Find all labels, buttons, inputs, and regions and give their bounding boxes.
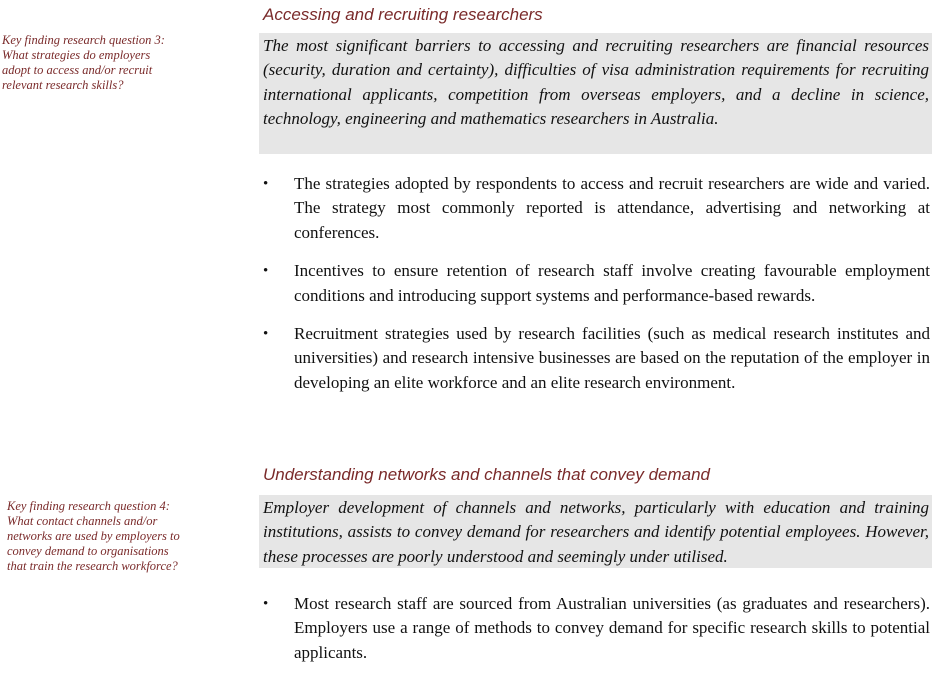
bullet-item xyxy=(260,592,930,665)
key-finding-box-networks: Employer development of channels and networks, particularly with education and training institutions, assists to convey demand for researchers and identify potential employees. However, these processes are poorly understood and seemingly under utilised. xyxy=(259,495,932,568)
bullet-list-recruiting xyxy=(260,172,930,409)
bullet-text: Most research staff are sourced from Australian universities (as graduates and researchers). Employers use a range of methods to convey demand for specific research skills to potential applicants. xyxy=(294,594,930,662)
margin-note-line: relevant research skills? xyxy=(2,78,124,92)
margin-note-line: Key finding research question 4: xyxy=(7,499,170,513)
bullet-text: Incentives to ensure retention of research staff involve creating favourable employment conditions and introducing support systems and performance-based rewards. xyxy=(294,261,930,305)
margin-note-question-3 xyxy=(2,33,222,93)
bullet-icon: • xyxy=(263,263,269,280)
bullet-text: Recruitment strategies used by research facilities (such as medical research institutes and universities) and research intensive businesses are based on the reputation of the employer in developing an elite workforce and an elite research environment. xyxy=(294,324,930,392)
section-heading-recruiting: Accessing and recruiting researchers xyxy=(263,5,543,24)
bullet-icon: • xyxy=(263,596,269,612)
bullet-text: The strategies adopted by respondents to access and recruit researchers are wide and varied. The strategy most commonly reported is attendance, advertising and networking at conferences. xyxy=(294,174,930,242)
bullet-item xyxy=(260,259,930,308)
key-finding-box-recruiting: The most significant barriers to accessing and recruiting researchers are financial resources (security, duration and certainty), difficulties of visa administration requirements for recruiting international applicants, competition from overseas employers, and a decline in science, technology, engineering and mathematics researchers in Australia. xyxy=(259,33,932,154)
margin-note-line: convey demand to organisations xyxy=(7,544,169,558)
margin-note-line: networks are used by employers to xyxy=(7,529,180,543)
bullet-list-networks xyxy=(260,592,930,665)
bullet-icon: • xyxy=(263,326,269,343)
margin-note-question-4 xyxy=(7,499,227,574)
margin-note-line: adopt to access and/or recruit xyxy=(2,63,153,77)
section-heading-networks: Understanding networks and channels that convey demand xyxy=(263,465,711,484)
margin-note-line: that train the research workforce? xyxy=(7,559,178,573)
margin-note-line: Key finding research question 3: xyxy=(2,33,165,47)
bullet-item xyxy=(260,172,930,245)
bullet-icon: • xyxy=(263,176,269,192)
margin-note-line: What contact channels and/or xyxy=(7,514,158,528)
margin-note-line: What strategies do employers xyxy=(2,48,151,62)
bullet-item xyxy=(260,322,930,395)
